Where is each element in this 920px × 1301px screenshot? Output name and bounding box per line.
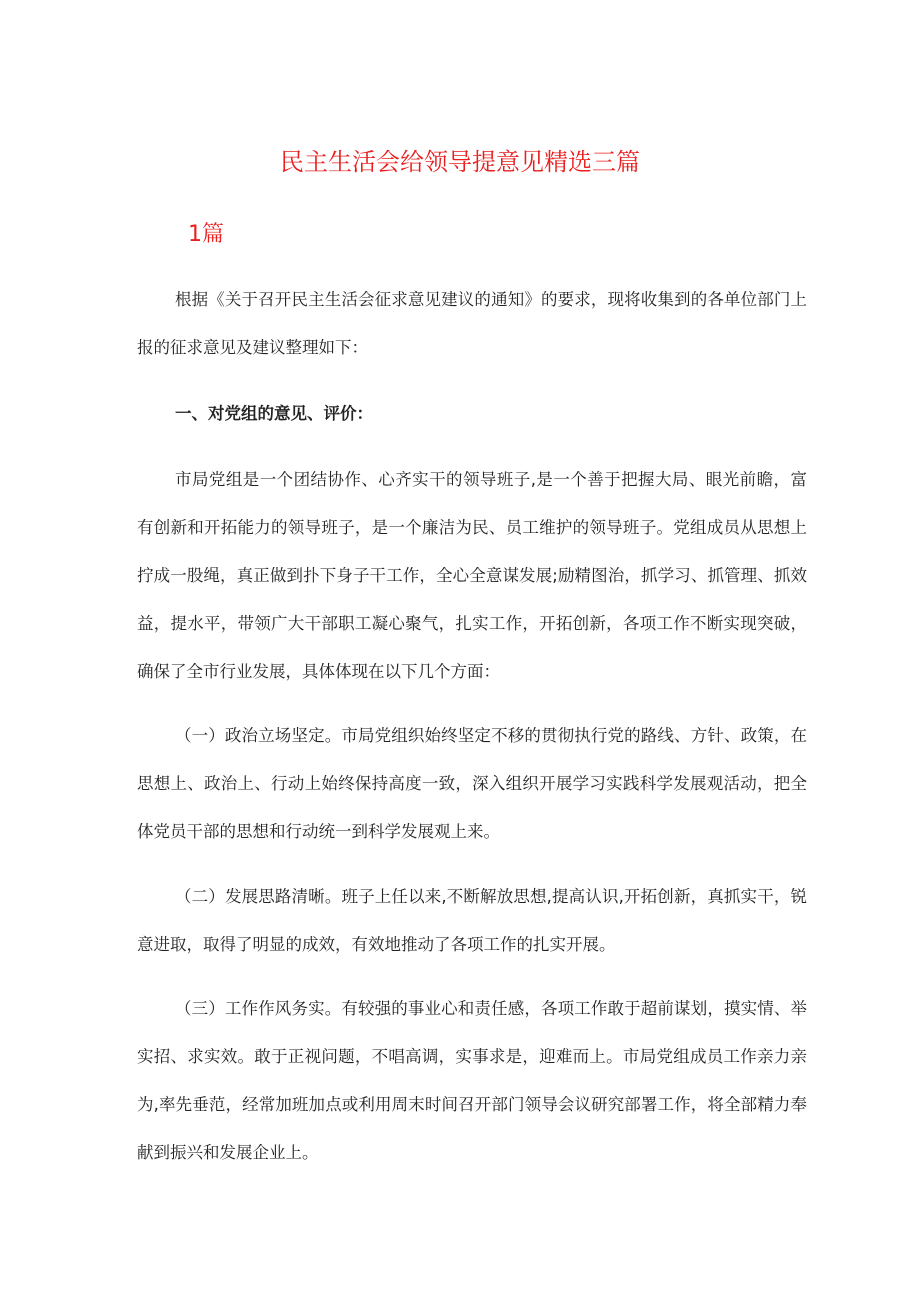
body-paragraph-4: （三）工作作风务实。有较强的事业心和责任感，各项工作敢于超前谋划，摸实情、举实招、求实效。敢于正视问题，不唱高调，实事求是，迎难而上。市局党组成员工作亲力亲为,率先垂范，经常加班加点或利用周末时间召开部门领导会议研究部署工作，将全部精力奉献到振兴和发展企业上。: [137, 999, 807, 1162]
intro-paragraph: 根据《关于召开民主生活会征求意见建议的通知》的要求，现将收集到的各单位部门上报的征求意见及建议整理如下：: [137, 290, 807, 357]
document-title: 民主生活会给领导提意见精选三篇: [280, 148, 640, 176]
section-label: 1篇: [188, 222, 224, 247]
section-heading: 一、对党组的意见、评价：: [175, 404, 373, 423]
body-paragraph-2: （一）政治立场坚定。市局党组织始终坚定不移的贯彻执行党的路线、方针、政策，在思想上、政治上、行动上始终保持高度一致，深入组织开展学习实践科学发展观活动，把全体党员干部的思想和行动统一到科学发展观上来。: [137, 726, 807, 841]
body-paragraph-1: 市局党组是一个团结协作、心齐实干的领导班子,是一个善于把握大局、眼光前瞻，富有创新和开拓能力的领导班子，是一个廉洁为民、员工维护的领导班子。党组成员从思想上拧成一股绳，真正做到扑下身子干工作，全心全意谋发展;励精图治，抓学习、抓管理、抓效益，提水平，带领广大干部职工凝心聚气，扎实工作，开拓创新，各项工作不断实现突破，确保了全市行业发展，具体体现在以下几个方面：: [137, 470, 807, 681]
body-paragraph-3: （二）发展思路清晰。班子上任以来,不断解放思想,提高认识,开拓创新，真抓实干，锐意进取，取得了明显的成效，有效地推动了各项工作的扎实开展。: [137, 887, 807, 954]
